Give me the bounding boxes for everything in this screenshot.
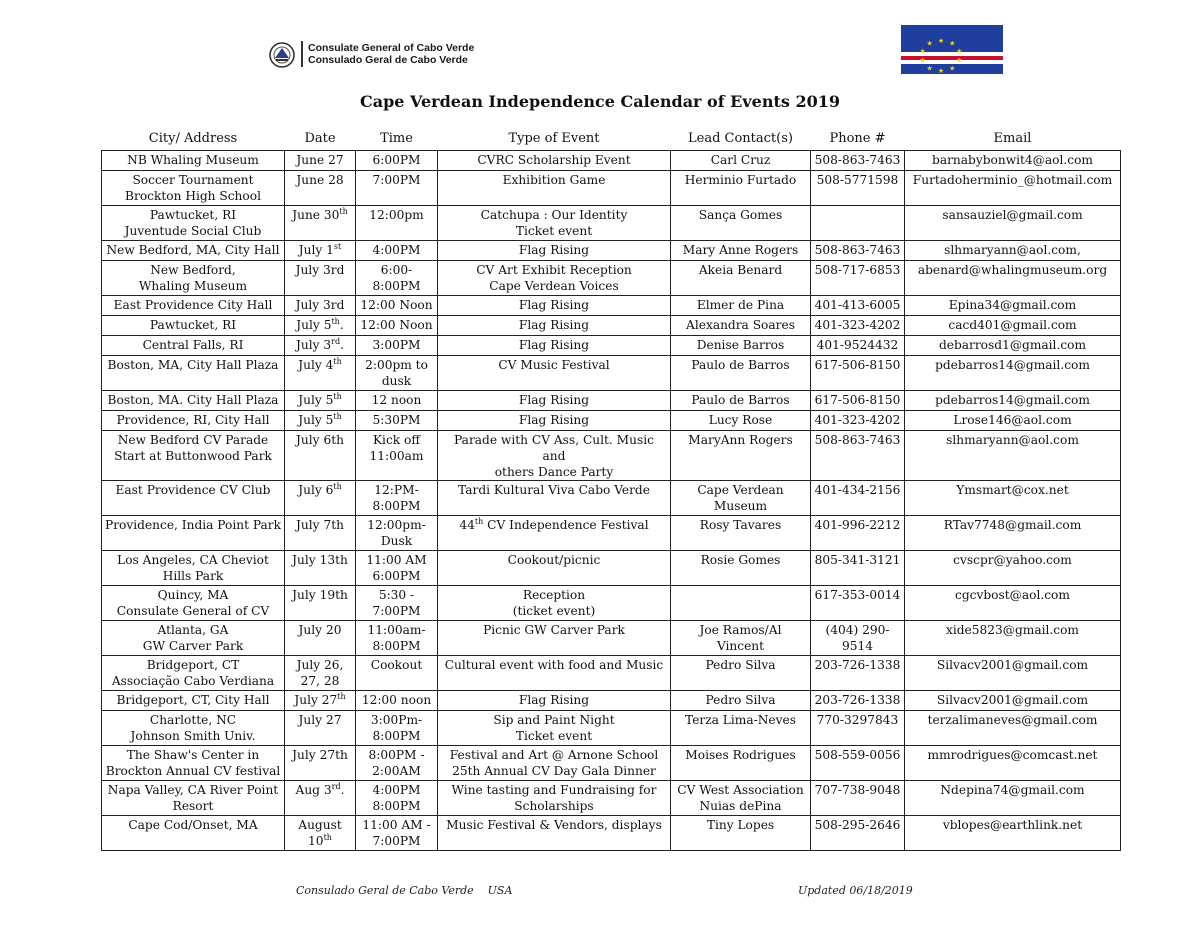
cell-time: 6:00PM bbox=[356, 151, 438, 171]
cell-date bbox=[285, 356, 356, 391]
cell-phone: 401-996-2212 bbox=[811, 516, 905, 551]
date-text: July 27 bbox=[298, 713, 342, 727]
cell-date bbox=[285, 336, 356, 356]
event-text: Flag Rising bbox=[518, 693, 590, 707]
col-header-date: Date bbox=[304, 131, 336, 146]
cell-email: barnabybonwit4@aol.com bbox=[905, 151, 1121, 171]
cell-phone bbox=[811, 206, 905, 241]
date-text: July 13th bbox=[292, 553, 348, 567]
cell-phone: 508-717-6853 bbox=[811, 261, 905, 296]
cell-city: Cape Cod/Onset, MA bbox=[102, 816, 285, 851]
cell-lead-contact: Cape Verdean Museum bbox=[671, 481, 811, 516]
cell-event-type bbox=[438, 151, 671, 171]
cell-date bbox=[285, 481, 356, 516]
table-row bbox=[102, 746, 1121, 781]
event-text: Music Festival & Vendors, displays bbox=[446, 818, 662, 832]
cell-lead-contact: Mary Anne Rogers bbox=[671, 241, 811, 261]
consulate-logo bbox=[266, 39, 486, 71]
footer-updated-date: Updated 06/18/2019 bbox=[798, 884, 913, 897]
cell-city: Atlanta, GA GW Carver Park bbox=[102, 621, 285, 656]
cell-event-type bbox=[438, 241, 671, 261]
cell-date bbox=[285, 151, 356, 171]
cell-phone: 508-5771598 bbox=[811, 171, 905, 206]
date-text: July 27th bbox=[292, 748, 348, 762]
cell-date bbox=[285, 711, 356, 746]
cell-email: Ymsmart@cox.net bbox=[905, 481, 1121, 516]
cell-email: vblopes@earthlink.net bbox=[905, 816, 1121, 851]
table-row bbox=[102, 336, 1121, 356]
table-row bbox=[102, 656, 1121, 691]
date-text: June 28 bbox=[296, 173, 344, 187]
date-suffix: . bbox=[339, 318, 344, 332]
event-text: Exhibition Game bbox=[502, 173, 606, 187]
flag-star-icon: ★ bbox=[919, 47, 926, 56]
flag-star-icon: ★ bbox=[949, 39, 956, 48]
cell-date bbox=[285, 691, 356, 711]
col-header-phone: Phone # bbox=[829, 131, 886, 146]
footer-consulate: Consulado Geral de Cabo Verde USA bbox=[296, 884, 513, 897]
event-text: Parade with CV Ass, Cult. Music and others Dance Party bbox=[454, 433, 654, 479]
date-text: July 3rd bbox=[295, 263, 345, 277]
cell-city: Pawtucket, RI Juventude Social Club bbox=[102, 206, 285, 241]
cell-email: terzalimaneves@gmail.com bbox=[905, 711, 1121, 746]
table-row bbox=[102, 816, 1121, 851]
cell-phone: 508-559-0056 bbox=[811, 746, 905, 781]
cell-lead-contact: Tiny Lopes bbox=[671, 816, 811, 851]
cell-time: 3:00Pm- 8:00PM bbox=[356, 711, 438, 746]
cell-lead-contact: Rosie Gomes bbox=[671, 551, 811, 586]
cell-phone: 508-863-7463 bbox=[811, 431, 905, 481]
cell-city: East Providence CV Club bbox=[102, 481, 285, 516]
col-header-email: Email bbox=[993, 131, 1032, 146]
cell-date bbox=[285, 241, 356, 261]
col-header-event-type: Type of Event bbox=[508, 131, 600, 146]
page-title: Cape Verdean Independence Calendar of Events 2019 bbox=[360, 92, 840, 111]
cabo-verde-flag-icon bbox=[901, 25, 1003, 74]
event-text: CV Independence Festival bbox=[483, 518, 649, 532]
cell-lead-contact: Pedro Silva bbox=[671, 656, 811, 691]
cell-time: 12:00 Noon bbox=[356, 316, 438, 336]
cell-email: cgcvbost@aol.com bbox=[905, 586, 1121, 621]
cell-city: Napa Valley, CA River Point Resort bbox=[102, 781, 285, 816]
events-table-body bbox=[102, 151, 1121, 851]
cell-city: Boston, MA, City Hall Plaza bbox=[102, 356, 285, 391]
cell-city: Boston, MA. City Hall Plaza bbox=[102, 391, 285, 411]
cell-time: 12:00 Noon bbox=[356, 296, 438, 316]
cell-phone: (404) 290- 9514 bbox=[811, 621, 905, 656]
cell-city: Bridgeport, CT Associação Cabo Verdiana bbox=[102, 656, 285, 691]
date-suffix: . bbox=[340, 338, 344, 352]
cell-date bbox=[285, 171, 356, 206]
cell-time: 11:00 AM 6:00PM bbox=[356, 551, 438, 586]
table-row bbox=[102, 411, 1121, 431]
cell-lead-contact: Paulo de Barros bbox=[671, 391, 811, 411]
cell-event-type bbox=[438, 481, 671, 516]
cell-email: mmrodrigues@comcast.net bbox=[905, 746, 1121, 781]
cell-city: Central Falls, RI bbox=[102, 336, 285, 356]
date-ordinal: rd bbox=[331, 781, 341, 791]
cell-phone: 401-323-4202 bbox=[811, 411, 905, 431]
cell-lead-contact: Elmer de Pina bbox=[671, 296, 811, 316]
date-text: July 19th bbox=[292, 588, 348, 602]
cell-city: Providence, RI, City Hall bbox=[102, 411, 285, 431]
col-header-lead-contact: Lead Contact(s) bbox=[688, 131, 793, 146]
cell-email: debarrosd1@gmail.com bbox=[905, 336, 1121, 356]
date-text: July 20 bbox=[298, 623, 342, 637]
cell-lead-contact: Carl Cruz bbox=[671, 151, 811, 171]
cell-phone: 401-413-6005 bbox=[811, 296, 905, 316]
cell-event-type bbox=[438, 746, 671, 781]
cell-date bbox=[285, 261, 356, 296]
event-text: CVRC Scholarship Event bbox=[477, 153, 631, 167]
cell-time: Kick off 11:00am bbox=[356, 431, 438, 481]
cell-time: 11:00 AM - 7:00PM bbox=[356, 816, 438, 851]
cell-lead-contact: Akeia Benard bbox=[671, 261, 811, 296]
cell-event-type bbox=[438, 431, 671, 481]
cell-phone: 617-506-8150 bbox=[811, 356, 905, 391]
cell-lead-contact: Joe Ramos/Al Vincent bbox=[671, 621, 811, 656]
table-row bbox=[102, 621, 1121, 656]
cell-city: Quincy, MA Consulate General of CV bbox=[102, 586, 285, 621]
cell-phone: 203-726-1338 bbox=[811, 691, 905, 711]
date-text: July 5 bbox=[296, 318, 332, 332]
cell-time: 12:PM- 8:00PM bbox=[356, 481, 438, 516]
cell-time: 5:30PM bbox=[356, 411, 438, 431]
table-row bbox=[102, 431, 1121, 481]
table-row bbox=[102, 261, 1121, 296]
cell-date bbox=[285, 656, 356, 691]
cell-lead-contact: Lucy Rose bbox=[671, 411, 811, 431]
table-row bbox=[102, 551, 1121, 586]
cell-time: 12:00 noon bbox=[356, 691, 438, 711]
cell-lead-contact: Alexandra Soares bbox=[671, 316, 811, 336]
cell-event-type bbox=[438, 656, 671, 691]
date-text: July 7th bbox=[296, 518, 344, 532]
cell-event-type bbox=[438, 551, 671, 586]
cell-lead-contact: Sança Gomes bbox=[671, 206, 811, 241]
cell-date bbox=[285, 746, 356, 781]
table-row bbox=[102, 391, 1121, 411]
date-text: July 5 bbox=[298, 393, 334, 407]
event-text: Flag Rising bbox=[518, 393, 590, 407]
event-text: Flag Rising bbox=[518, 338, 590, 352]
cell-date bbox=[285, 296, 356, 316]
cell-email: slhmaryann@aol.com, bbox=[905, 241, 1121, 261]
cell-email: RTav7748@gmail.com bbox=[905, 516, 1121, 551]
cell-city: Charlotte, NC Johnson Smith Univ. bbox=[102, 711, 285, 746]
cell-lead-contact: Paulo de Barros bbox=[671, 356, 811, 391]
cell-date bbox=[285, 816, 356, 851]
event-text: Flag Rising bbox=[518, 413, 590, 427]
cell-city: New Bedford, Whaling Museum bbox=[102, 261, 285, 296]
event-text: Picnic GW Carver Park bbox=[483, 623, 625, 637]
cell-city: Los Angeles, CA Cheviot Hills Park bbox=[102, 551, 285, 586]
cell-email: Ndepina74@gmail.com bbox=[905, 781, 1121, 816]
cell-event-type bbox=[438, 411, 671, 431]
col-header-time: Time bbox=[380, 131, 413, 146]
event-text: Flag Rising bbox=[518, 298, 590, 312]
cell-date bbox=[285, 781, 356, 816]
table-row bbox=[102, 171, 1121, 206]
date-text: July 5 bbox=[298, 413, 334, 427]
date-text: June 30 bbox=[292, 208, 340, 222]
date-ordinal: th bbox=[337, 691, 346, 701]
cell-event-type bbox=[438, 336, 671, 356]
cell-email: Epina34@gmail.com bbox=[905, 296, 1121, 316]
cell-date bbox=[285, 551, 356, 586]
cell-event-type bbox=[438, 356, 671, 391]
cell-city: Providence, India Point Park bbox=[102, 516, 285, 551]
table-row bbox=[102, 711, 1121, 746]
date-text: July 3rd bbox=[295, 298, 345, 312]
table-row bbox=[102, 516, 1121, 551]
cell-email: Silvacv2001@gmail.com bbox=[905, 656, 1121, 691]
cell-phone: 707-738-9048 bbox=[811, 781, 905, 816]
event-text: Reception (ticket event) bbox=[512, 588, 596, 618]
cell-phone: 508-863-7463 bbox=[811, 241, 905, 261]
cell-city: New Bedford, MA, City Hall bbox=[102, 241, 285, 261]
cell-time: 4:00PM bbox=[356, 241, 438, 261]
cell-time: 12 noon bbox=[356, 391, 438, 411]
event-text: Catchupa : Our Identity Ticket event bbox=[480, 208, 628, 238]
cell-lead-contact: Pedro Silva bbox=[671, 691, 811, 711]
cell-event-type bbox=[438, 316, 671, 336]
cell-time: Cookout bbox=[356, 656, 438, 691]
table-row bbox=[102, 206, 1121, 241]
cell-event-type bbox=[438, 711, 671, 746]
cell-time: 4:00PM 8:00PM bbox=[356, 781, 438, 816]
cell-phone: 617-506-8150 bbox=[811, 391, 905, 411]
date-ordinal: th bbox=[333, 391, 342, 401]
cell-email: abenard@whalingmuseum.org bbox=[905, 261, 1121, 296]
cell-event-type bbox=[438, 171, 671, 206]
col-header-city: City/ Address bbox=[148, 131, 238, 146]
consulate-name-en: Consulate General of Cabo Verde bbox=[308, 42, 475, 54]
date-text: July 6th bbox=[296, 433, 344, 447]
cell-phone: 401-434-2156 bbox=[811, 481, 905, 516]
flag-star-icon: ★ bbox=[926, 64, 933, 73]
cell-lead-contact: Moises Rodrigues bbox=[671, 746, 811, 781]
cell-city: Pawtucket, RI bbox=[102, 316, 285, 336]
date-text: Aug 3 bbox=[295, 783, 332, 797]
date-ordinal: th bbox=[333, 356, 342, 366]
event-text: Cookout/picnic bbox=[507, 553, 601, 567]
cell-event-type bbox=[438, 206, 671, 241]
event-text: Wine tasting and Fundraising for Scholarships bbox=[451, 783, 657, 813]
cell-city: New Bedford CV Parade Start at Buttonwood Park bbox=[102, 431, 285, 481]
table-row bbox=[102, 691, 1121, 711]
cell-time: 2:00pm to dusk bbox=[356, 356, 438, 391]
cell-lead-contact bbox=[671, 586, 811, 621]
table-row bbox=[102, 151, 1121, 171]
cell-email: cacd401@gmail.com bbox=[905, 316, 1121, 336]
cell-date bbox=[285, 586, 356, 621]
cell-phone: 805-341-3121 bbox=[811, 551, 905, 586]
date-text: June 27 bbox=[296, 153, 344, 167]
cell-event-type bbox=[438, 816, 671, 851]
cell-lead-contact: Herminio Furtado bbox=[671, 171, 811, 206]
table-row bbox=[102, 316, 1121, 336]
cell-time: 7:00PM bbox=[356, 171, 438, 206]
table-row bbox=[102, 296, 1121, 316]
table-row bbox=[102, 586, 1121, 621]
date-ordinal: th bbox=[339, 206, 348, 216]
flag-star-icon: ★ bbox=[956, 56, 963, 65]
date-suffix: . bbox=[340, 783, 345, 797]
cell-event-type bbox=[438, 691, 671, 711]
cell-time: 12:00pm bbox=[356, 206, 438, 241]
consulate-name-pt: Consulado Geral de Cabo Verde bbox=[308, 54, 468, 66]
cell-email: pdebarros14@gmail.com bbox=[905, 391, 1121, 411]
cell-date bbox=[285, 411, 356, 431]
cell-email: Lrose146@aol.com bbox=[905, 411, 1121, 431]
date-text: July 27 bbox=[294, 693, 338, 707]
date-text: July 6 bbox=[298, 483, 334, 497]
date-text: July 4 bbox=[298, 358, 334, 372]
date-text: July 3 bbox=[296, 338, 332, 352]
cell-lead-contact: Denise Barros bbox=[671, 336, 811, 356]
cell-email: Furtadoherminio_@hotmail.com bbox=[905, 171, 1121, 206]
table-row bbox=[102, 241, 1121, 261]
events-table bbox=[101, 128, 1121, 851]
cell-lead-contact: Rosy Tavares bbox=[671, 516, 811, 551]
consulate-seal-icon bbox=[268, 41, 296, 69]
cell-city: Bridgeport, CT, City Hall bbox=[102, 691, 285, 711]
cell-phone: 617-353-0014 bbox=[811, 586, 905, 621]
cell-phone: 401-323-4202 bbox=[811, 316, 905, 336]
date-ordinal: st bbox=[333, 241, 342, 251]
event-text: Flag Rising bbox=[518, 243, 590, 257]
table-row bbox=[102, 481, 1121, 516]
cell-email: Silvacv2001@gmail.com bbox=[905, 691, 1121, 711]
cell-event-type bbox=[438, 586, 671, 621]
date-ordinal: th bbox=[331, 316, 340, 326]
cell-event-type bbox=[438, 261, 671, 296]
table-row bbox=[102, 356, 1121, 391]
flag-star-icon: ★ bbox=[926, 39, 933, 48]
cell-lead-contact: MaryAnn Rogers bbox=[671, 431, 811, 481]
date-ordinal: th bbox=[323, 832, 332, 842]
cell-phone: 401-9524432 bbox=[811, 336, 905, 356]
cell-event-type bbox=[438, 391, 671, 411]
cell-lead-contact: CV West Association Nuias dePina bbox=[671, 781, 811, 816]
cell-email: slhmaryann@aol.com bbox=[905, 431, 1121, 481]
cell-date bbox=[285, 516, 356, 551]
event-ordinal: th bbox=[474, 516, 484, 526]
cell-event-type bbox=[438, 621, 671, 656]
event-text: Flag Rising bbox=[518, 318, 590, 332]
date-ordinal: th bbox=[333, 411, 342, 421]
date-text: August 10 bbox=[298, 818, 342, 848]
event-text: Tardi Kultural Viva Cabo Verde bbox=[458, 483, 650, 497]
table-header-row bbox=[102, 128, 1121, 151]
event-prefix: 44 bbox=[459, 518, 475, 532]
cell-phone: 770-3297843 bbox=[811, 711, 905, 746]
flag-star-icon: ★ bbox=[937, 67, 945, 74]
cell-email: sansauziel@gmail.com bbox=[905, 206, 1121, 241]
event-text: Sip and Paint Night Ticket event bbox=[493, 713, 615, 743]
cell-email: xide5823@gmail.com bbox=[905, 621, 1121, 656]
cell-time: 3:00PM bbox=[356, 336, 438, 356]
cell-city: Soccer Tournament Brockton High School bbox=[102, 171, 285, 206]
cell-phone: 508-295-2646 bbox=[811, 816, 905, 851]
cell-city: The Shaw's Center in Brockton Annual CV festival bbox=[102, 746, 285, 781]
cell-time: 8:00PM - 2:00AM bbox=[356, 746, 438, 781]
cell-email: cvscpr@yahoo.com bbox=[905, 551, 1121, 586]
cell-event-type bbox=[438, 516, 671, 551]
event-text: CV Art Exhibit Reception Cape Verdean Voices bbox=[476, 263, 632, 293]
cell-date bbox=[285, 621, 356, 656]
cell-date bbox=[285, 431, 356, 481]
cell-event-type bbox=[438, 781, 671, 816]
cell-lead-contact: Terza Lima-Neves bbox=[671, 711, 811, 746]
flag-star-icon: ★ bbox=[949, 64, 956, 73]
cell-date bbox=[285, 391, 356, 411]
date-ordinal: rd bbox=[331, 336, 341, 346]
cell-city: NB Whaling Museum bbox=[102, 151, 285, 171]
event-text: Festival and Art @ Arnone School 25th Annual CV Day Gala Dinner bbox=[449, 748, 659, 778]
date-text: July 26, 27, 28 bbox=[296, 658, 344, 688]
cell-time: 11:00am- 8:00PM bbox=[356, 621, 438, 656]
cell-phone: 203-726-1338 bbox=[811, 656, 905, 691]
cell-time: 12:00pm- Dusk bbox=[356, 516, 438, 551]
cell-date bbox=[285, 316, 356, 336]
cell-email: pdebarros14@gmail.com bbox=[905, 356, 1121, 391]
cell-city: East Providence City Hall bbox=[102, 296, 285, 316]
cell-date bbox=[285, 206, 356, 241]
event-text: CV Music Festival bbox=[498, 358, 610, 372]
date-text: July 1 bbox=[298, 243, 334, 257]
flag-star-icon: ★ bbox=[956, 47, 963, 56]
cell-event-type bbox=[438, 296, 671, 316]
table-row bbox=[102, 781, 1121, 816]
cell-time: 5:30 - 7:00PM bbox=[356, 586, 438, 621]
flag-star-icon: ★ bbox=[919, 56, 926, 65]
flag-star-icon: ★ bbox=[937, 36, 945, 45]
cell-time: 6:00-8:00PM bbox=[356, 261, 438, 296]
logo-divider bbox=[301, 41, 303, 67]
date-ordinal: th bbox=[333, 481, 342, 491]
cell-phone: 508-863-7463 bbox=[811, 151, 905, 171]
event-text: Cultural event with food and Music bbox=[444, 658, 664, 672]
